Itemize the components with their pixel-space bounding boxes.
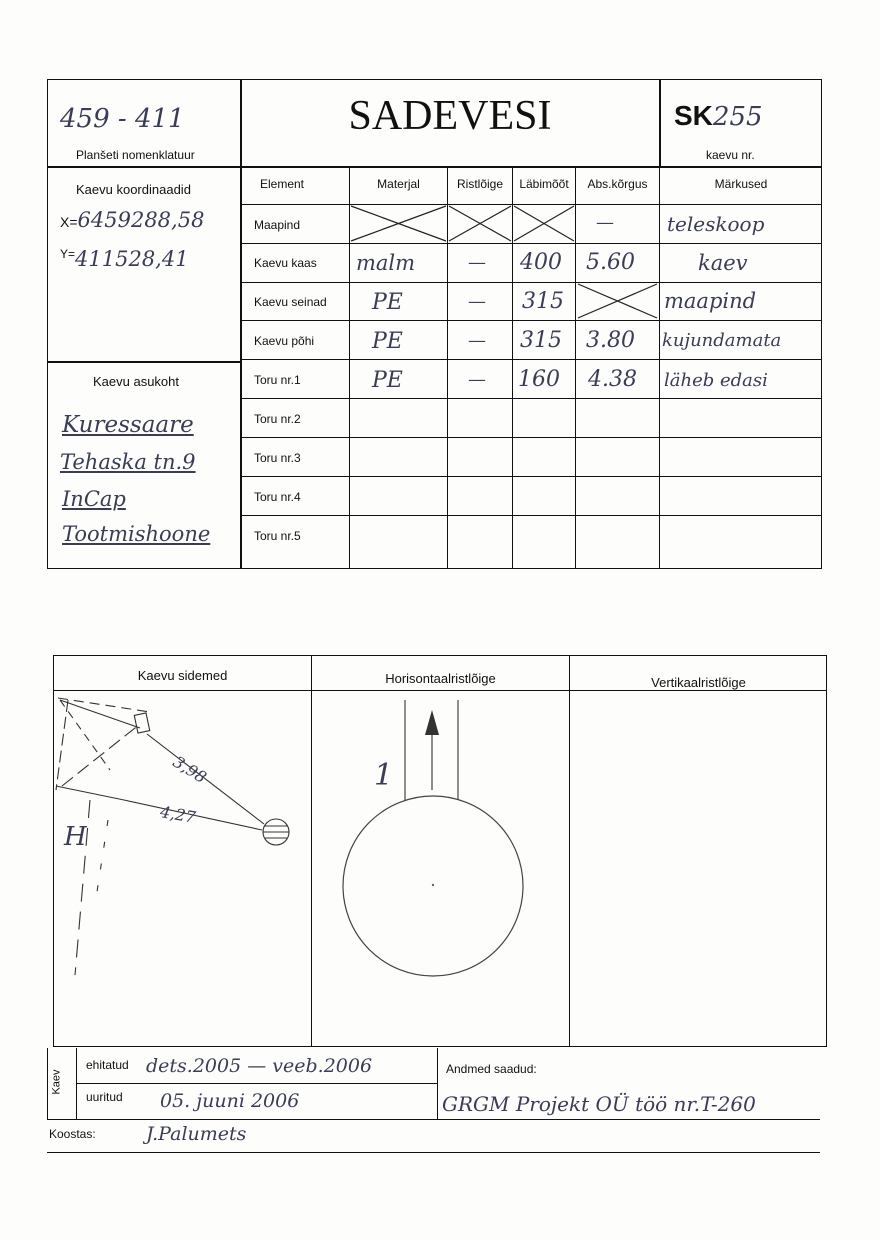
- form-title: SADEVESI: [348, 93, 552, 139]
- section-cell: —: [468, 252, 486, 273]
- row-label: Toru nr.1: [254, 373, 301, 387]
- col-header-markused: Märkused: [714, 177, 768, 191]
- row-label: Kaevu põhi: [254, 334, 315, 348]
- section-cell: —: [468, 330, 486, 351]
- col-header-labimoot: Läbimõõt: [519, 177, 569, 191]
- material-cell: PE: [372, 368, 403, 393]
- pipe-label: 1: [374, 758, 394, 793]
- compiled-label: Koostas:: [49, 1127, 96, 1141]
- x-prefix: X=: [60, 214, 78, 230]
- row-label: Maapind: [254, 218, 301, 232]
- abs-cell: 4.38: [588, 367, 637, 392]
- nomenclature-value: 459 - 411: [60, 104, 185, 134]
- sketch-header-ties: Kaevu sidemed: [137, 668, 228, 683]
- sketch-header-horizontal: Horisontaalristlõige: [385, 671, 496, 686]
- remark-cell: maapind: [664, 289, 757, 313]
- col-header-materjal: Materjal: [377, 177, 420, 191]
- location-line-2: Tehaska tn.9: [60, 450, 196, 474]
- abs-cell: —: [596, 212, 614, 233]
- tie-dimension-2: 4,27: [158, 802, 198, 827]
- abs-cell: 3.80: [586, 328, 635, 353]
- remark-cell: läheb edasi: [664, 370, 768, 391]
- x-value: 6459288,58: [77, 208, 205, 232]
- divider: [76, 1048, 77, 1120]
- remark-cell: teleskoop: [667, 212, 765, 236]
- divider: [77, 1083, 437, 1084]
- material-cell: PE: [372, 329, 403, 354]
- row-label: Toru nr.2: [254, 412, 301, 426]
- row-label: Kaevu kaas: [254, 256, 317, 270]
- surveyed-label: uuritud: [86, 1090, 123, 1104]
- tie-dimension-1: 3,98: [169, 752, 210, 787]
- location-label: Kaevu asukoht: [93, 374, 180, 389]
- section-cell: —: [468, 291, 486, 312]
- remark-cell: kujundamata: [662, 330, 782, 351]
- remark-cell: kaev: [698, 251, 748, 275]
- built-label: ehitatud: [86, 1058, 129, 1072]
- material-cell: PE: [372, 290, 403, 315]
- diameter-cell: 160: [518, 367, 560, 392]
- coordinates-label: Kaevu koordinaadid: [76, 182, 191, 197]
- diameter-cell: 400: [520, 250, 562, 275]
- built-value: dets.2005 — veeb.2006: [146, 1055, 373, 1077]
- divider: [47, 1119, 820, 1120]
- diameter-cell: 315: [520, 328, 562, 353]
- col-header-element: Element: [259, 177, 305, 191]
- well-number-value: 255: [712, 102, 763, 132]
- kaev-vertical-label: Kaev: [50, 1069, 63, 1095]
- material-cell: malm: [356, 251, 416, 275]
- data-source-value: GRGM Projekt OÜ töö nr.T-260: [442, 1092, 756, 1116]
- divider: [47, 1048, 48, 1120]
- location-line-1: Kuressaare: [62, 412, 194, 438]
- divider: [437, 1048, 438, 1120]
- diameter-cell: 315: [522, 289, 564, 314]
- col-header-ristloige: Ristlõige: [456, 177, 504, 191]
- y-value: 411528,41: [75, 247, 189, 271]
- data-source-label: Andmed saadud:: [446, 1062, 537, 1076]
- divider: [47, 1152, 820, 1153]
- surveyed-value: 05. juuni 2006: [160, 1090, 300, 1112]
- well-label: kaevu nr.: [706, 148, 755, 162]
- sketch-letter-h: H: [64, 822, 87, 852]
- row-label: Kaevu seinad: [254, 295, 327, 309]
- row-label: Toru nr.5: [254, 529, 301, 543]
- row-label: Toru nr.3: [254, 451, 301, 465]
- section-cell: —: [468, 369, 486, 390]
- sketch-header-vertical: Vertikaalristlõige: [651, 675, 746, 690]
- abs-cell: 5.60: [586, 250, 635, 275]
- nomenclature-label: Planšeti nomenklatuur: [76, 148, 195, 162]
- location-line-4: Tootmishoone: [62, 522, 211, 546]
- compiled-value: J.Palumets: [146, 1123, 247, 1145]
- col-header-abs: Abs.kõrgus: [587, 177, 648, 191]
- well-prefix: SK: [674, 100, 713, 131]
- row-label: Toru nr.4: [254, 490, 301, 504]
- location-line-3: InCap: [62, 487, 126, 511]
- y-prefix: Y=: [60, 247, 76, 261]
